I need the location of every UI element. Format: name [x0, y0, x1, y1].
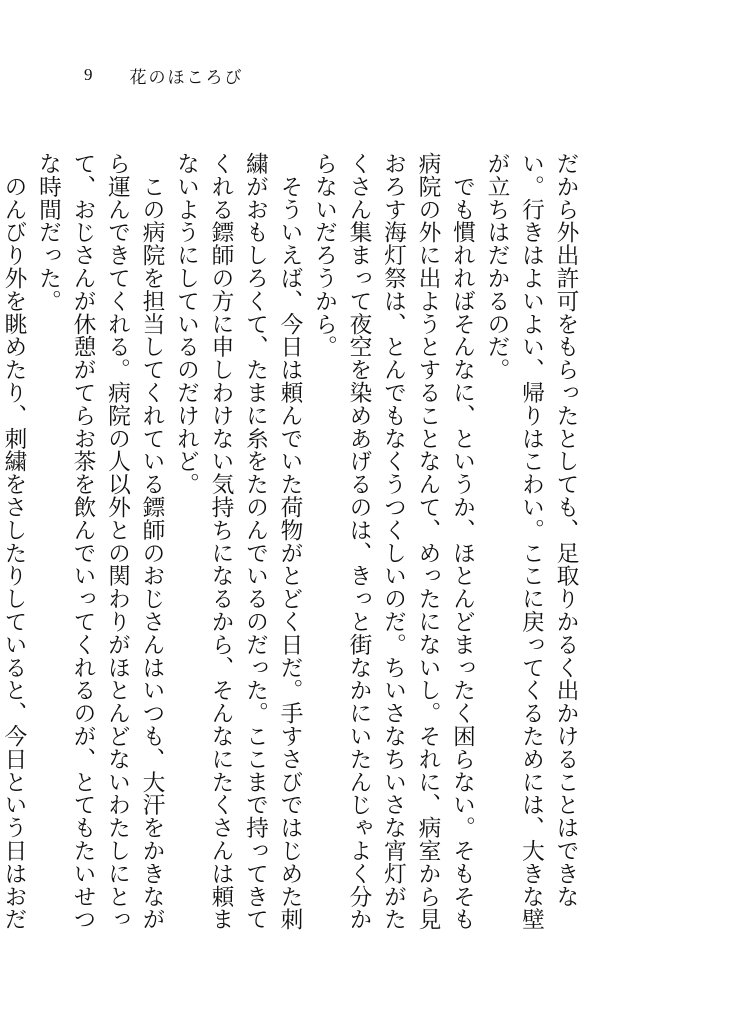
- paragraph-2: でも慣れればそんなに、というか、ほとんどまったく困らない。そもそも病院の外に出ようとすることなんて、めったにないし。それに、病室から見おろす海灯祭は、とんでもなくうつくしいのだ。ちいさなちいさな宵灯がたくさん集まって夜空を染めあげるのは、きっと街なかにいたんじゃよく分からないだろうから。: [311, 152, 476, 931]
- paragraph-3: そういえば、今日は頼んでいた荷物がとどく日だ。手すさびではじめた刺繍がおもしろくて、たまに糸をたのんでいるのだった。ここまで持ってきてくれる鏢師の方に申しわけない気持ちになるから、そんなにたくさんは頼まないようにしているのだけれど。: [173, 152, 303, 931]
- vertical-body-text: [1, 152, 583, 942]
- chapter-title: 花のほころび: [129, 67, 244, 88]
- paragraph-1: だから外出許可をもらったとしても、足取りかるく出かけることはできない。行きはよいよい、帰りはこわい。ここに戻ってくるためには、大きな壁が立ちはだかるのだ。: [484, 152, 579, 931]
- running-header: [84, 62, 244, 88]
- paragraph-4: この病院を担当してくれている鏢師のおじさんはいつも、大汗をかきながら運んできてくれる。病院の人以外との関わりがほとんどないわたしにとって、おじさんが休憩がてらお茶を飲んでいってくれるのが、とてもたいせつな時間だった。: [35, 152, 165, 931]
- paragraph-5: のんびり外を眺めたり、刺繍をさしたりしていると、今日という日はおだ: [1, 174, 27, 931]
- page-number: 9: [84, 65, 94, 84]
